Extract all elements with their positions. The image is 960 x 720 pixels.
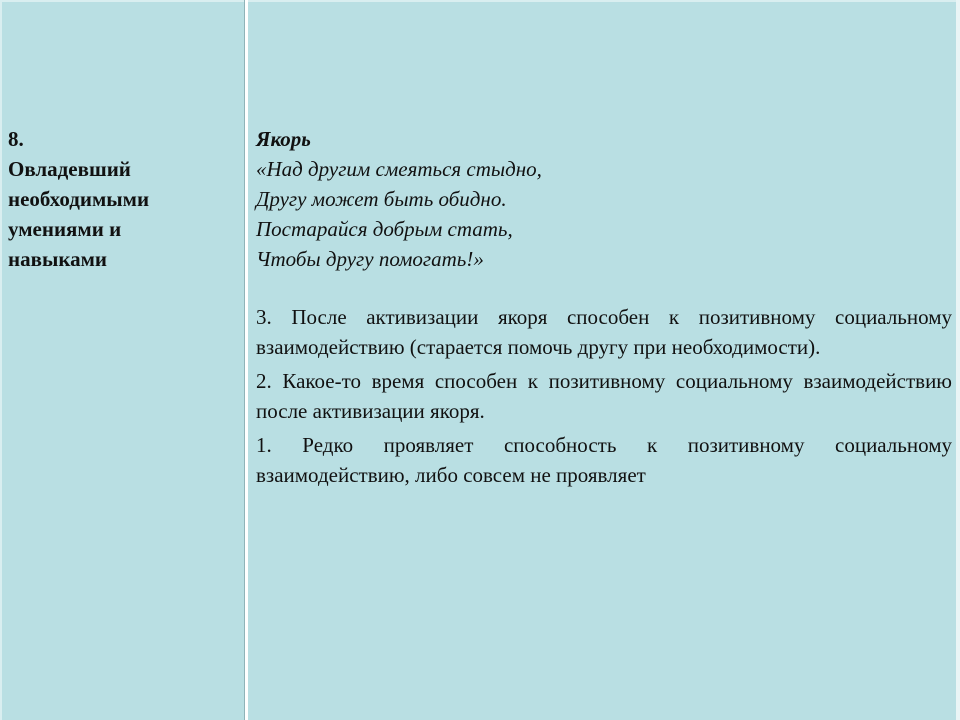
criterion-cell xyxy=(8,124,238,274)
criterion-number: 8. xyxy=(8,127,24,151)
column-divider xyxy=(244,0,248,720)
poem-line: Постарайся добрым стать, xyxy=(256,217,513,241)
poem-line: Чтобы другу помогать!» xyxy=(256,247,484,271)
spacer xyxy=(256,274,952,302)
criterion-title-line: Овладевший xyxy=(8,157,131,181)
description-cell xyxy=(256,124,952,494)
poem-title: Якорь xyxy=(256,127,311,151)
criterion-title-line: умениями и xyxy=(8,217,122,241)
poem-line: «Над другим смеяться стыдно, xyxy=(256,157,542,181)
criterion-title-line: необходимыми xyxy=(8,187,150,211)
table-border-right xyxy=(956,0,960,720)
level-2-description: 2. Какое-то время способен к позитивному социальному взаимодействию после активизации якоря. xyxy=(256,369,952,423)
table-border-top xyxy=(0,0,960,2)
poem-line: Другу может быть обидно. xyxy=(256,187,507,211)
level-3-description: 3. После активизации якоря способен к позитивному социальному взаимодействию (старается помочь другу при необходимости). xyxy=(256,305,952,359)
level-1-description: 1. Редко проявляет способность к позитивному социальному взаимодействию, либо совсем не проявляет xyxy=(256,433,952,487)
table-border-left xyxy=(0,0,2,720)
criterion-title-line: навыками xyxy=(8,247,108,271)
